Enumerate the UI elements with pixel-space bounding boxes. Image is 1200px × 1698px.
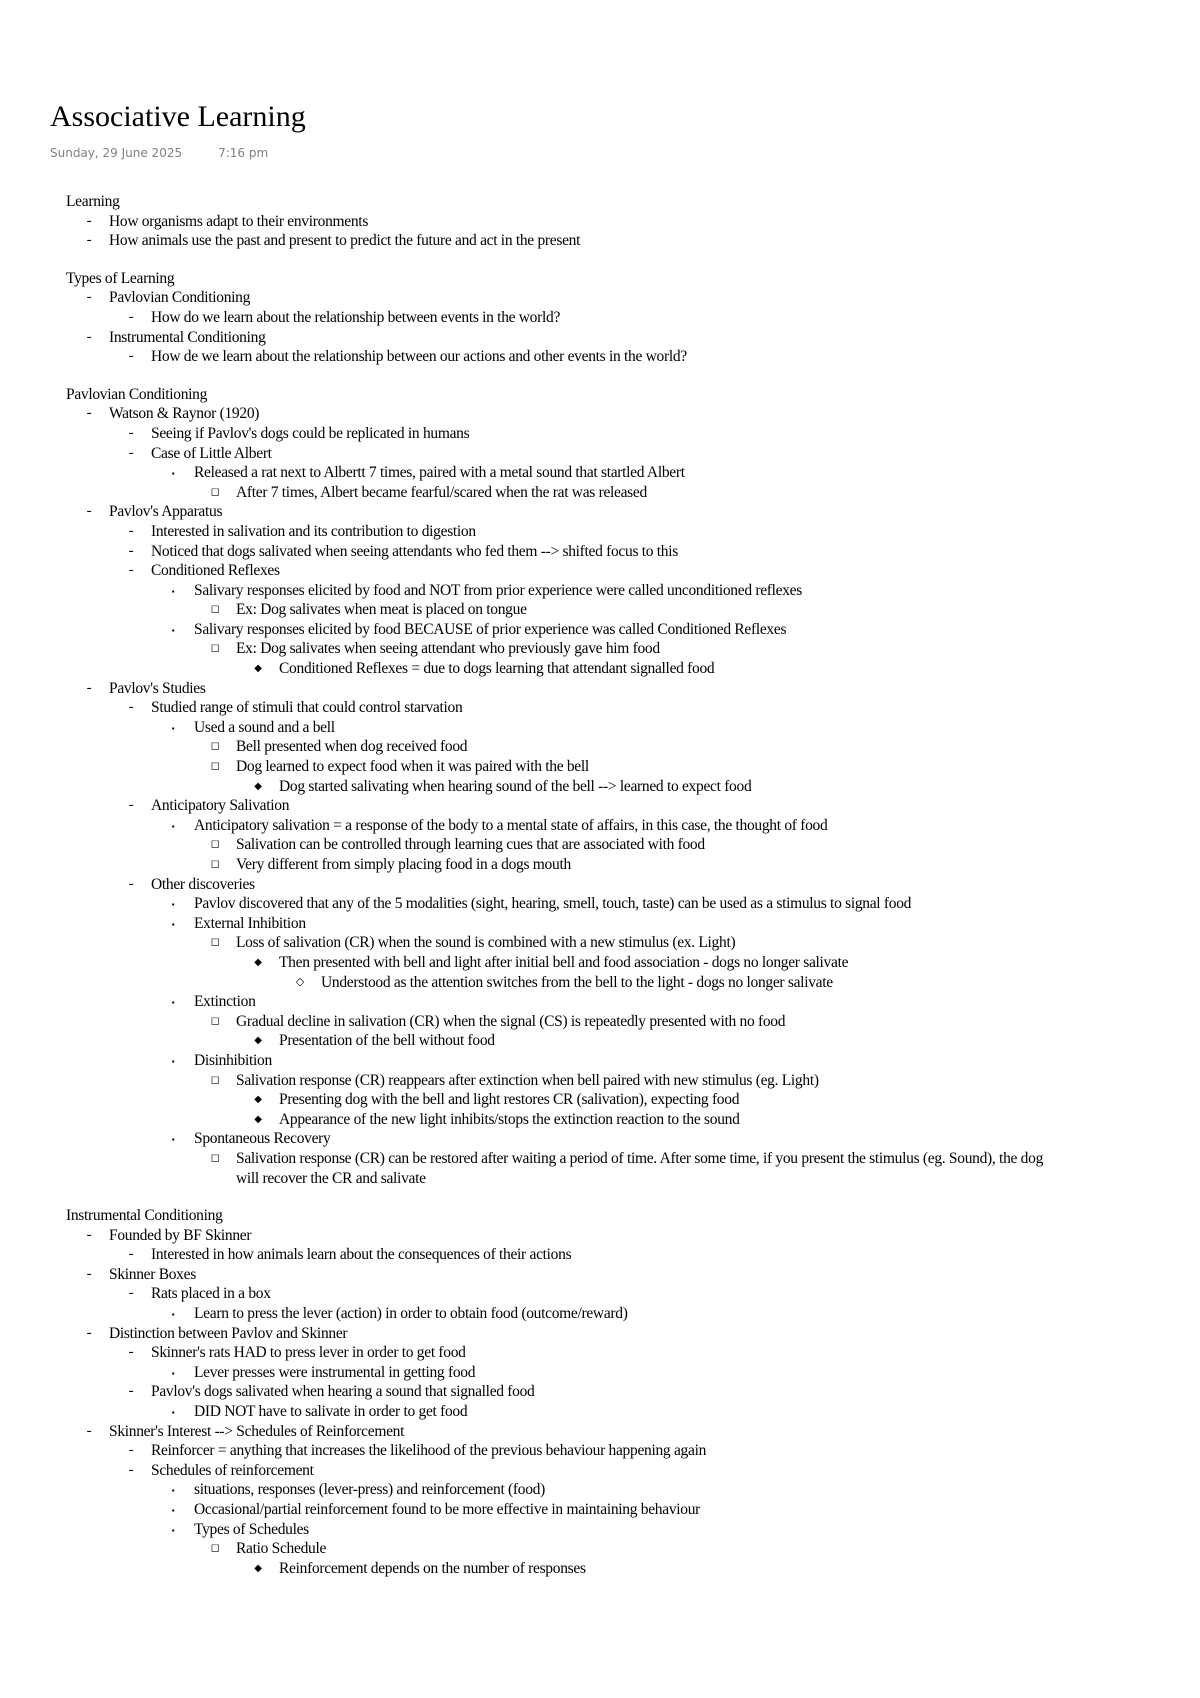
outline-item-text: Dog started salivating when hearing sound of the bell --> learned to expect food bbox=[279, 777, 752, 795]
outline-item[interactable] bbox=[0, 1284, 1200, 1304]
outline-item-text: Presentation of the bell without food bbox=[279, 1032, 495, 1050]
outline-item[interactable] bbox=[0, 953, 1200, 973]
dash-bullet-icon: - bbox=[128, 1461, 134, 1478]
page-date: Sunday, 29 June 2025 bbox=[50, 146, 183, 160]
outline-item[interactable] bbox=[0, 1110, 1200, 1130]
square-bullet-icon: ▪ bbox=[171, 586, 175, 596]
outline-item[interactable] bbox=[0, 1090, 1200, 1110]
outline-item-text: Presenting dog with the bell and light restores CR (salivation), expecting food bbox=[279, 1091, 740, 1109]
outline-item[interactable] bbox=[0, 561, 1200, 581]
outline-item-text: Conditioned Reflexes = due to dogs learning that attendant signalled food bbox=[279, 660, 715, 678]
dash-bullet-icon: - bbox=[86, 1324, 92, 1341]
square-bullet-icon: ▪ bbox=[171, 1525, 175, 1535]
dash-bullet-icon: - bbox=[128, 562, 134, 579]
section-heading-text: Pavlovian Conditioning bbox=[66, 385, 208, 403]
diamond-bullet-icon: ◆ bbox=[254, 663, 262, 675]
outline-item[interactable] bbox=[0, 1324, 1200, 1344]
outline-item-text: Schedules of reinforcement bbox=[151, 1461, 314, 1479]
outline-item-text: Then presented with bell and light after initial bell and food association - dogs no longer salivate bbox=[279, 953, 849, 971]
outline-item-text: Interested in how animals learn about the consequences of their actions bbox=[151, 1246, 572, 1264]
square-bullet-icon: ▪ bbox=[171, 1486, 175, 1496]
square-bullet-icon: ▪ bbox=[171, 1408, 175, 1418]
outline-item[interactable] bbox=[0, 639, 1200, 659]
outline-item-text: Reinforcement depends on the number of responses bbox=[279, 1559, 586, 1577]
outline-item[interactable] bbox=[0, 1520, 1200, 1540]
outline-item-text: Salivation response (CR) reappears after extinction when bell paired with new stimulus (eg. Light) bbox=[236, 1071, 819, 1089]
outline-item-text: External Inhibition bbox=[194, 914, 306, 932]
dash-bullet-icon: - bbox=[86, 405, 92, 422]
square-bullet-icon: ▪ bbox=[171, 1506, 175, 1515]
outline-item-text: Disinhibition bbox=[194, 1051, 272, 1069]
square-bullet-icon: ▪ bbox=[171, 821, 175, 831]
outline-item[interactable] bbox=[0, 1559, 1200, 1579]
outline-item-text: Pavlov's Apparatus bbox=[109, 503, 223, 521]
outline-item[interactable] bbox=[0, 1304, 1200, 1324]
outline-item-text: Extinction bbox=[194, 993, 256, 1011]
outline-item[interactable] bbox=[0, 1382, 1200, 1402]
hollow-square-bullet-icon: ◻ bbox=[210, 760, 220, 773]
blank-line bbox=[0, 251, 1200, 269]
outline-item-text: How de we learn about the relationship between our actions and other events in the world? bbox=[151, 348, 687, 366]
outline-item-text: Watson & Raynor (1920) bbox=[109, 405, 260, 423]
dash-bullet-icon: - bbox=[86, 1265, 92, 1282]
outline-item[interactable] bbox=[0, 212, 1200, 232]
section-heading[interactable] bbox=[0, 1206, 1200, 1226]
outline-item-text: Other discoveries bbox=[151, 875, 255, 893]
dash-bullet-icon: - bbox=[86, 289, 92, 306]
outline-item-text: Interested in salivation and its contribution to digestion bbox=[151, 522, 476, 540]
outline-item[interactable] bbox=[0, 894, 1200, 914]
open-diamond-bullet-icon: ◇ bbox=[295, 975, 305, 988]
square-bullet-icon: ▪ bbox=[171, 919, 175, 929]
outline-item[interactable] bbox=[0, 1051, 1200, 1071]
outline-item[interactable] bbox=[0, 1441, 1200, 1461]
dash-bullet-icon: - bbox=[86, 212, 92, 229]
dash-bullet-icon: - bbox=[128, 1344, 134, 1361]
outline-item-text: Salivary responses elicited by food and NOT from prior experience were called unconditioned reflexes bbox=[194, 581, 802, 599]
page-title[interactable]: Associative Learning bbox=[50, 100, 306, 133]
outline-item-text: Appearance of the new light inhibits/stops the extinction reaction to the sound bbox=[279, 1110, 740, 1128]
blank-line bbox=[0, 1188, 1200, 1206]
square-bullet-icon: ▪ bbox=[171, 469, 175, 479]
section-heading-text: Instrumental Conditioning bbox=[66, 1207, 223, 1225]
square-bullet-icon: ▪ bbox=[171, 1368, 175, 1378]
outline-item[interactable] bbox=[0, 483, 1200, 503]
outline-item[interactable] bbox=[0, 1343, 1200, 1363]
outline-item[interactable] bbox=[0, 404, 1200, 424]
outline-item[interactable] bbox=[0, 1539, 1200, 1559]
outline-item-text: Pavlovian Conditioning bbox=[109, 289, 251, 307]
square-bullet-icon: ▪ bbox=[171, 1056, 175, 1066]
square-bullet-icon: ▪ bbox=[171, 723, 175, 733]
outline-item-text: How organisms adapt to their environments bbox=[109, 212, 369, 230]
diamond-bullet-icon: ◆ bbox=[254, 1094, 262, 1106]
hollow-square-bullet-icon: ◻ bbox=[210, 1542, 220, 1555]
outline-item[interactable] bbox=[0, 737, 1200, 757]
outline-item-text: Seeing if Pavlov's dogs could be replicated in humans bbox=[151, 424, 470, 442]
outline-item-text: Pavlov discovered that any of the 5 modalities (sight, hearing, smell, touch, taste) can be used as a stimulus to signal food bbox=[194, 895, 912, 913]
outline-item[interactable] bbox=[0, 1149, 1200, 1188]
outline-item[interactable] bbox=[0, 914, 1200, 934]
dash-bullet-icon: - bbox=[86, 1226, 92, 1243]
outline-item[interactable] bbox=[0, 1480, 1200, 1500]
outline-item-text: Spontaneous Recovery bbox=[194, 1130, 331, 1148]
dash-bullet-icon: - bbox=[128, 797, 134, 814]
section-heading-text: Learning bbox=[66, 193, 120, 210]
square-bullet-icon: ▪ bbox=[171, 1310, 175, 1320]
outline-item[interactable] bbox=[0, 1422, 1200, 1442]
section-heading[interactable] bbox=[0, 269, 1200, 289]
diamond-bullet-icon: ◆ bbox=[254, 780, 262, 792]
outline-item[interactable] bbox=[0, 600, 1200, 620]
square-bullet-icon: ▪ bbox=[171, 900, 175, 910]
outline-item-text: Salivary responses elicited by food BECAUSE of prior experience was called Conditioned Reflexes bbox=[194, 620, 787, 638]
outline-item-text: Distinction between Pavlov and Skinner bbox=[109, 1324, 348, 1342]
outline-item[interactable] bbox=[0, 620, 1200, 640]
outline-item-text: Salivation response (CR) can be restored after waiting a period of time. After some time, if you present the stimulus (eg. Sound), the dog will recover the CR and salivate bbox=[236, 1149, 1044, 1187]
outline-item-text: Reinforcer = anything that increases the likelihood of the previous behaviour happening again bbox=[151, 1442, 707, 1460]
outline-item-text: Ratio Schedule bbox=[236, 1540, 327, 1558]
outline-item[interactable] bbox=[0, 698, 1200, 718]
outline-item[interactable] bbox=[0, 1129, 1200, 1149]
outline-item[interactable] bbox=[0, 1461, 1200, 1481]
dash-bullet-icon: - bbox=[128, 699, 134, 716]
outline-item[interactable] bbox=[0, 973, 1200, 993]
outline-item[interactable] bbox=[0, 463, 1200, 483]
outline-item-text: Types of Schedules bbox=[194, 1520, 309, 1538]
diamond-bullet-icon: ◆ bbox=[254, 1562, 262, 1574]
outline-item-text: Salivation can be controlled through learning cues that are associated with food bbox=[236, 836, 705, 854]
outline-item[interactable] bbox=[0, 542, 1200, 562]
hollow-square-bullet-icon: ◻ bbox=[210, 740, 220, 753]
outline-item-text: Gradual decline in salivation (CR) when the signal (CS) is repeatedly presented with no food bbox=[236, 1012, 786, 1030]
outline-item-text: Rats placed in a box bbox=[151, 1285, 271, 1303]
outline-item-text: Understood as the attention switches from the bell to the light - dogs no longer salivate bbox=[321, 973, 833, 991]
outline-item-text: Skinner's Interest --> Schedules of Reinforcement bbox=[109, 1422, 405, 1440]
outline-item-text: Skinner's rats HAD to press lever in order to get food bbox=[151, 1344, 466, 1362]
section-heading-text: Types of Learning bbox=[66, 269, 175, 287]
dash-bullet-icon: - bbox=[128, 424, 134, 441]
outline-item[interactable] bbox=[0, 1031, 1200, 1051]
outline-item-text: Bell presented when dog received food bbox=[236, 738, 468, 756]
dash-bullet-icon: - bbox=[86, 232, 92, 249]
outline-item[interactable] bbox=[0, 992, 1200, 1012]
outline-item-text: Loss of salivation (CR) when the sound is combined with a new stimulus (ex. Light) bbox=[236, 934, 736, 952]
outline-item[interactable] bbox=[0, 777, 1200, 797]
dash-bullet-icon: - bbox=[128, 875, 134, 892]
outline-item-text: Pavlov's Studies bbox=[109, 679, 206, 697]
blank-line bbox=[0, 367, 1200, 385]
outline-item[interactable] bbox=[0, 816, 1200, 836]
outline-item[interactable] bbox=[0, 581, 1200, 601]
hollow-square-bullet-icon: ◻ bbox=[210, 485, 220, 498]
outline-item[interactable] bbox=[0, 308, 1200, 328]
outline-item-text: Case of Little Albert bbox=[151, 444, 272, 462]
outline-item-text: Founded by BF Skinner bbox=[109, 1226, 252, 1244]
outline-item-text: How animals use the past and present to predict the future and act in the present bbox=[109, 232, 581, 250]
outline-item[interactable] bbox=[0, 796, 1200, 816]
outline-item[interactable] bbox=[0, 933, 1200, 953]
dash-bullet-icon: - bbox=[128, 1442, 134, 1459]
outline-item-text: Instrumental Conditioning bbox=[109, 328, 266, 346]
outline-item[interactable] bbox=[0, 757, 1200, 777]
outline-item[interactable] bbox=[0, 328, 1200, 348]
outline-item[interactable] bbox=[0, 231, 1200, 251]
dash-bullet-icon: - bbox=[128, 522, 134, 539]
outline-item[interactable] bbox=[0, 659, 1200, 679]
outline-item[interactable] bbox=[0, 835, 1200, 855]
outline-item-text: Lever presses were instrumental in getting food bbox=[194, 1363, 476, 1381]
hollow-square-bullet-icon: ◻ bbox=[210, 838, 220, 851]
dash-bullet-icon: - bbox=[86, 328, 92, 345]
outline-item[interactable] bbox=[0, 875, 1200, 895]
dash-bullet-icon: - bbox=[128, 542, 134, 559]
outline-item-text: DID NOT have to salivate in order to get food bbox=[194, 1403, 468, 1421]
outline-item[interactable] bbox=[0, 444, 1200, 464]
outline-item-text: Learn to press the lever (action) in order to obtain food (outcome/reward) bbox=[194, 1305, 628, 1323]
outline-item[interactable] bbox=[0, 1012, 1200, 1032]
dash-bullet-icon: - bbox=[86, 503, 92, 520]
outline-item[interactable] bbox=[0, 288, 1200, 308]
outline-item-text: situations, responses (lever-press) and reinforcement (food) bbox=[194, 1481, 545, 1499]
outline-item-text: Ex: Dog salivates when seeing attendant who previously gave him food bbox=[236, 640, 660, 658]
dash-bullet-icon: - bbox=[128, 1246, 134, 1263]
outline-item[interactable] bbox=[0, 679, 1200, 699]
outline-item[interactable] bbox=[0, 855, 1200, 875]
outline-item[interactable] bbox=[0, 522, 1200, 542]
page-timestamp bbox=[50, 146, 268, 160]
outline-item-text: Noticed that dogs salivated when seeing attendants who fed them --> shifted focus to this bbox=[151, 542, 678, 560]
outline-item[interactable] bbox=[0, 1500, 1200, 1520]
outline-item-text: Anticipatory salivation = a response of the body to a mental state of affairs, in this case, the thought of food bbox=[194, 816, 828, 834]
section-heading[interactable] bbox=[0, 192, 1200, 212]
outline-item-text: Skinner Boxes bbox=[109, 1265, 196, 1283]
hollow-square-bullet-icon: ◻ bbox=[210, 1014, 220, 1027]
dash-bullet-icon: - bbox=[128, 1383, 134, 1400]
outline-item[interactable] bbox=[0, 1245, 1200, 1265]
hollow-square-bullet-icon: ◻ bbox=[210, 1151, 220, 1164]
outline-item[interactable] bbox=[0, 1226, 1200, 1246]
hollow-square-bullet-icon: ◻ bbox=[210, 936, 220, 949]
diamond-bullet-icon: ◆ bbox=[254, 1035, 262, 1047]
outline-item-text: After 7 times, Albert became fearful/scared when the rat was released bbox=[236, 483, 647, 501]
outline-item[interactable] bbox=[0, 1265, 1200, 1285]
diamond-bullet-icon: ◆ bbox=[254, 1113, 262, 1125]
outline-item-text: Pavlov's dogs salivated when hearing a sound that signalled food bbox=[151, 1383, 535, 1401]
dash-bullet-icon: - bbox=[86, 679, 92, 696]
dash-bullet-icon: - bbox=[128, 1285, 134, 1302]
outline-item[interactable] bbox=[0, 718, 1200, 738]
outline-item-text: Dog learned to expect food when it was paired with the bell bbox=[236, 758, 589, 776]
square-bullet-icon: ▪ bbox=[171, 998, 175, 1008]
outline-item-text: Released a rat next to Albertt 7 times, paired with a metal sound that startled Albert bbox=[194, 464, 685, 482]
square-bullet-icon: ▪ bbox=[171, 1135, 175, 1145]
outline-item[interactable] bbox=[0, 1363, 1200, 1383]
outline-item[interactable] bbox=[0, 502, 1200, 522]
outline-item[interactable] bbox=[0, 347, 1200, 367]
outline-item-text: Used a sound and a bell bbox=[194, 718, 335, 736]
outline-item-text: Occasional/partial reinforcement found to be more effective in maintaining behaviour bbox=[194, 1501, 701, 1518]
hollow-square-bullet-icon: ◻ bbox=[210, 1073, 220, 1086]
hollow-square-bullet-icon: ◻ bbox=[210, 858, 220, 870]
outline-item[interactable] bbox=[0, 424, 1200, 444]
dash-bullet-icon: - bbox=[86, 1422, 92, 1439]
hollow-square-bullet-icon: ◻ bbox=[210, 603, 220, 616]
outline-item-text: Anticipatory Salivation bbox=[151, 797, 290, 815]
outline-item-text: Ex: Dog salivates when meat is placed on tongue bbox=[236, 601, 527, 619]
diamond-bullet-icon: ◆ bbox=[254, 956, 262, 968]
outline-item[interactable] bbox=[0, 1071, 1200, 1091]
outline-item-text: Very different from simply placing food in a dogs mouth bbox=[236, 856, 571, 873]
outline-item-text: Conditioned Reflexes bbox=[151, 562, 280, 580]
notes-body[interactable] bbox=[0, 192, 1200, 1578]
hollow-square-bullet-icon: ◻ bbox=[210, 642, 220, 655]
dash-bullet-icon: - bbox=[128, 348, 134, 365]
dash-bullet-icon: - bbox=[128, 444, 134, 461]
outline-item-text: Studied range of stimuli that could control starvation bbox=[151, 699, 463, 717]
outline-item-text: How do we learn about the relationship between events in the world? bbox=[151, 308, 561, 326]
outline-item[interactable] bbox=[0, 1402, 1200, 1422]
dash-bullet-icon: - bbox=[128, 308, 134, 325]
page-time: 7:16 pm bbox=[218, 146, 269, 160]
square-bullet-icon: ▪ bbox=[171, 625, 175, 635]
section-heading[interactable] bbox=[0, 385, 1200, 405]
